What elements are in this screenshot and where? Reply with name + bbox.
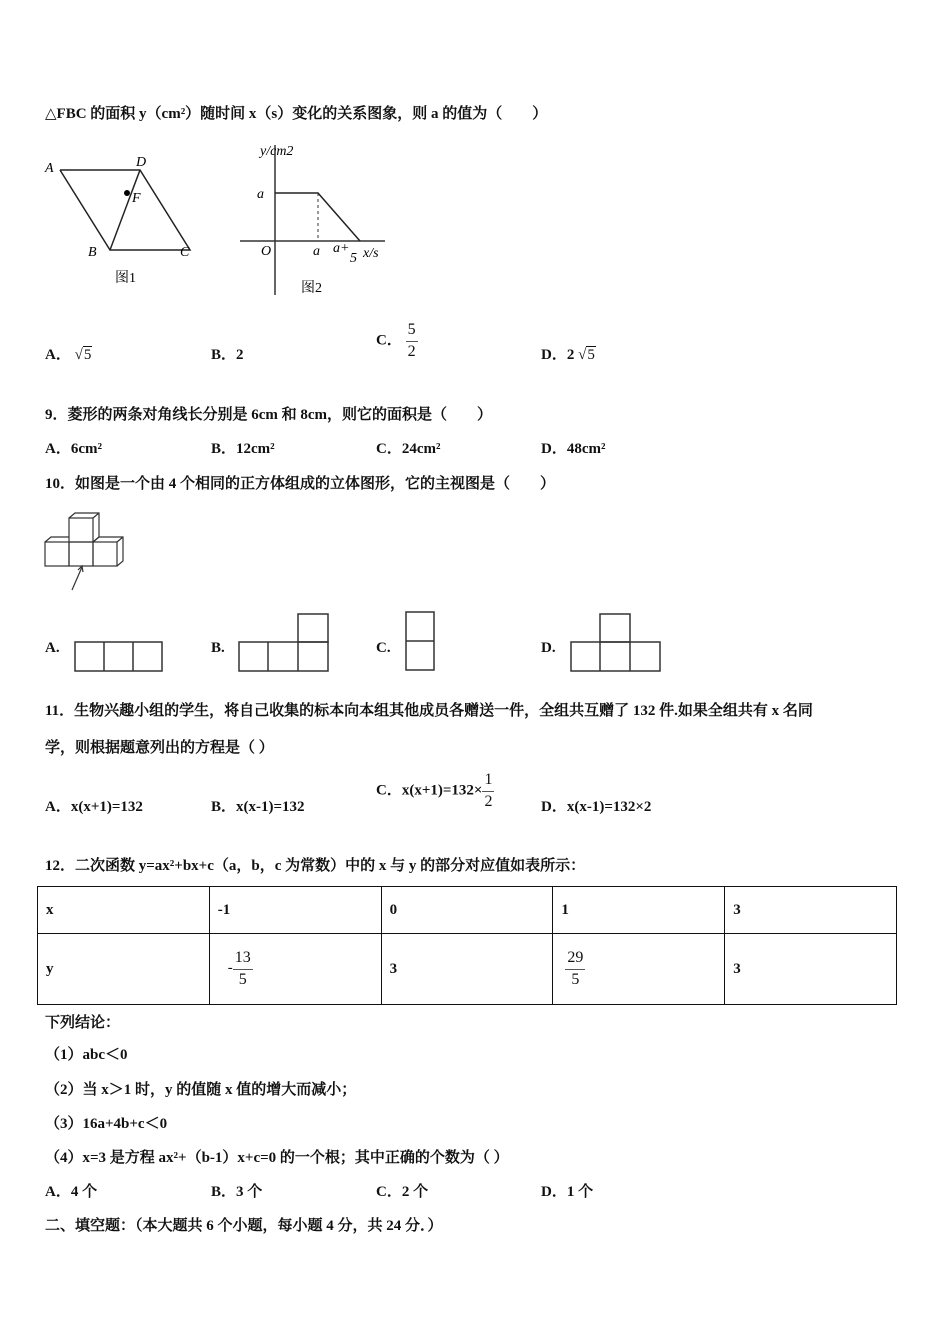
q9-stem: 9．菱形的两条对角线长分别是 6cm 和 8cm，则它的面积是（ ） [45,407,493,423]
q12-value-table [37,886,897,1005]
svg-text:B: B [88,245,97,260]
q8-stem: △FBC 的面积 y（cm²）随时间 x（s）变化的关系图象，则 a 的值为（ ） [45,106,548,122]
q12-conclusion-2: （2）当 x＞1 时，y 的值随 x 值的增大而减小； [45,1082,357,1098]
svg-text:x/s: x/s [363,246,379,261]
q10-option-a-label[interactable]: A. [45,640,60,656]
q12-intro: 下列结论： [45,1015,121,1031]
q12-conclusion-1: （1）abc＜0 [45,1047,128,1063]
figure-1-rhombus [40,150,210,290]
svg-text:a: a [313,244,320,259]
table-cell: y [38,934,210,1005]
q10-option-a-view[interactable] [74,641,164,673]
q10-option-b-view[interactable] [238,613,330,673]
figure-2-graph [235,140,395,300]
q8-option-b[interactable]: B．2 [211,347,244,363]
q9-option-a[interactable]: A．6cm² [45,441,102,457]
table-cell: 3 [725,887,897,934]
table-cell: 3 [381,934,553,1005]
q12-option-b[interactable]: B．3 个 [211,1184,263,1200]
q11-option-d[interactable]: D．x(x-1)=132×2 [541,799,652,815]
q11-stem-line2: 学，则根据题意列出的方程是（ ） [45,740,274,756]
table-cell: 1 [553,887,725,934]
q12-option-a[interactable]: A．4 个 [45,1184,98,1200]
table-cell: -1 [209,887,381,934]
q12-option-d[interactable]: D．1 个 [541,1184,594,1200]
q10-option-d-view[interactable] [570,613,662,673]
table-cell: 0 [381,887,553,934]
q11-option-a[interactable]: A．x(x+1)=132 [45,799,143,815]
q8-option-d[interactable]: D．2 √5 [541,347,595,363]
q12-option-c[interactable]: C．2 个 [376,1184,429,1200]
svg-text:A: A [45,161,54,176]
q10-option-c-label[interactable]: C. [376,640,391,656]
q11-option-b[interactable]: B．x(x-1)=132 [211,799,305,815]
q10-option-d-label[interactable]: D. [541,640,556,656]
table-cell: - $\frac{13}{5}$ [209,934,381,1005]
q12-stem: 12．二次函数 y=ax²+bx+c（a，b，c 为常数）中的 x 与 y 的部分对应值如表所示： [45,858,586,874]
q10-option-b-label[interactable]: B. [211,640,225,656]
q10-option-c-view[interactable] [405,611,437,673]
table-row [38,934,897,1005]
svg-text:a+: a+ [333,241,350,256]
q8-option-c[interactable]: C． $\frac{5}{2}$ [376,321,416,360]
svg-text:F: F [132,191,141,206]
figure-cubes [42,510,132,595]
svg-text:5: 5 [350,251,357,266]
table-cell: 3 [725,934,897,1005]
q9-option-c[interactable]: C．24cm² [376,441,441,457]
table-row [38,887,897,934]
q12-conclusion-4: （4）x=3 是方程 ax²+（b-1）x+c=0 的一个根；其中正确的个数为（ ） [45,1150,509,1166]
table-cell: x [38,887,210,934]
svg-text:a: a [257,187,264,202]
svg-text:D: D [136,155,147,170]
q9-option-b[interactable]: B．12cm² [211,441,275,457]
q10-stem: 10．如图是一个由 4 个相同的正方体组成的立体图形，它的主视图是（ ） [45,476,556,492]
svg-text:C: C [180,245,190,260]
q11-option-c[interactable]: C．x(x+1)=132× $\frac{1}{2}$ [376,771,493,810]
svg-text:O: O [261,244,272,259]
svg-text:图2: 图2 [301,281,322,296]
table-cell: $\frac{29}{5}$ [553,934,725,1005]
q12-conclusion-3: （3）16a+4b+c＜0 [45,1116,168,1132]
q11-stem-line1: 11．生物兴趣小组的学生，将自己收集的标本向本组其他成员各赠送一件，全组共互赠了 132 件.如果全组共有 x 名同 [45,703,813,719]
q8-option-a[interactable]: A． √5 [45,347,92,363]
section-2-heading: 二、填空题：（本大题共 6 个小题，每小题 4 分，共 24 分．） [45,1218,443,1234]
q9-option-d[interactable]: D．48cm² [541,441,606,457]
svg-text:图1: 图1 [115,271,136,286]
svg-text:y/cm2: y/cm2 [260,144,294,159]
